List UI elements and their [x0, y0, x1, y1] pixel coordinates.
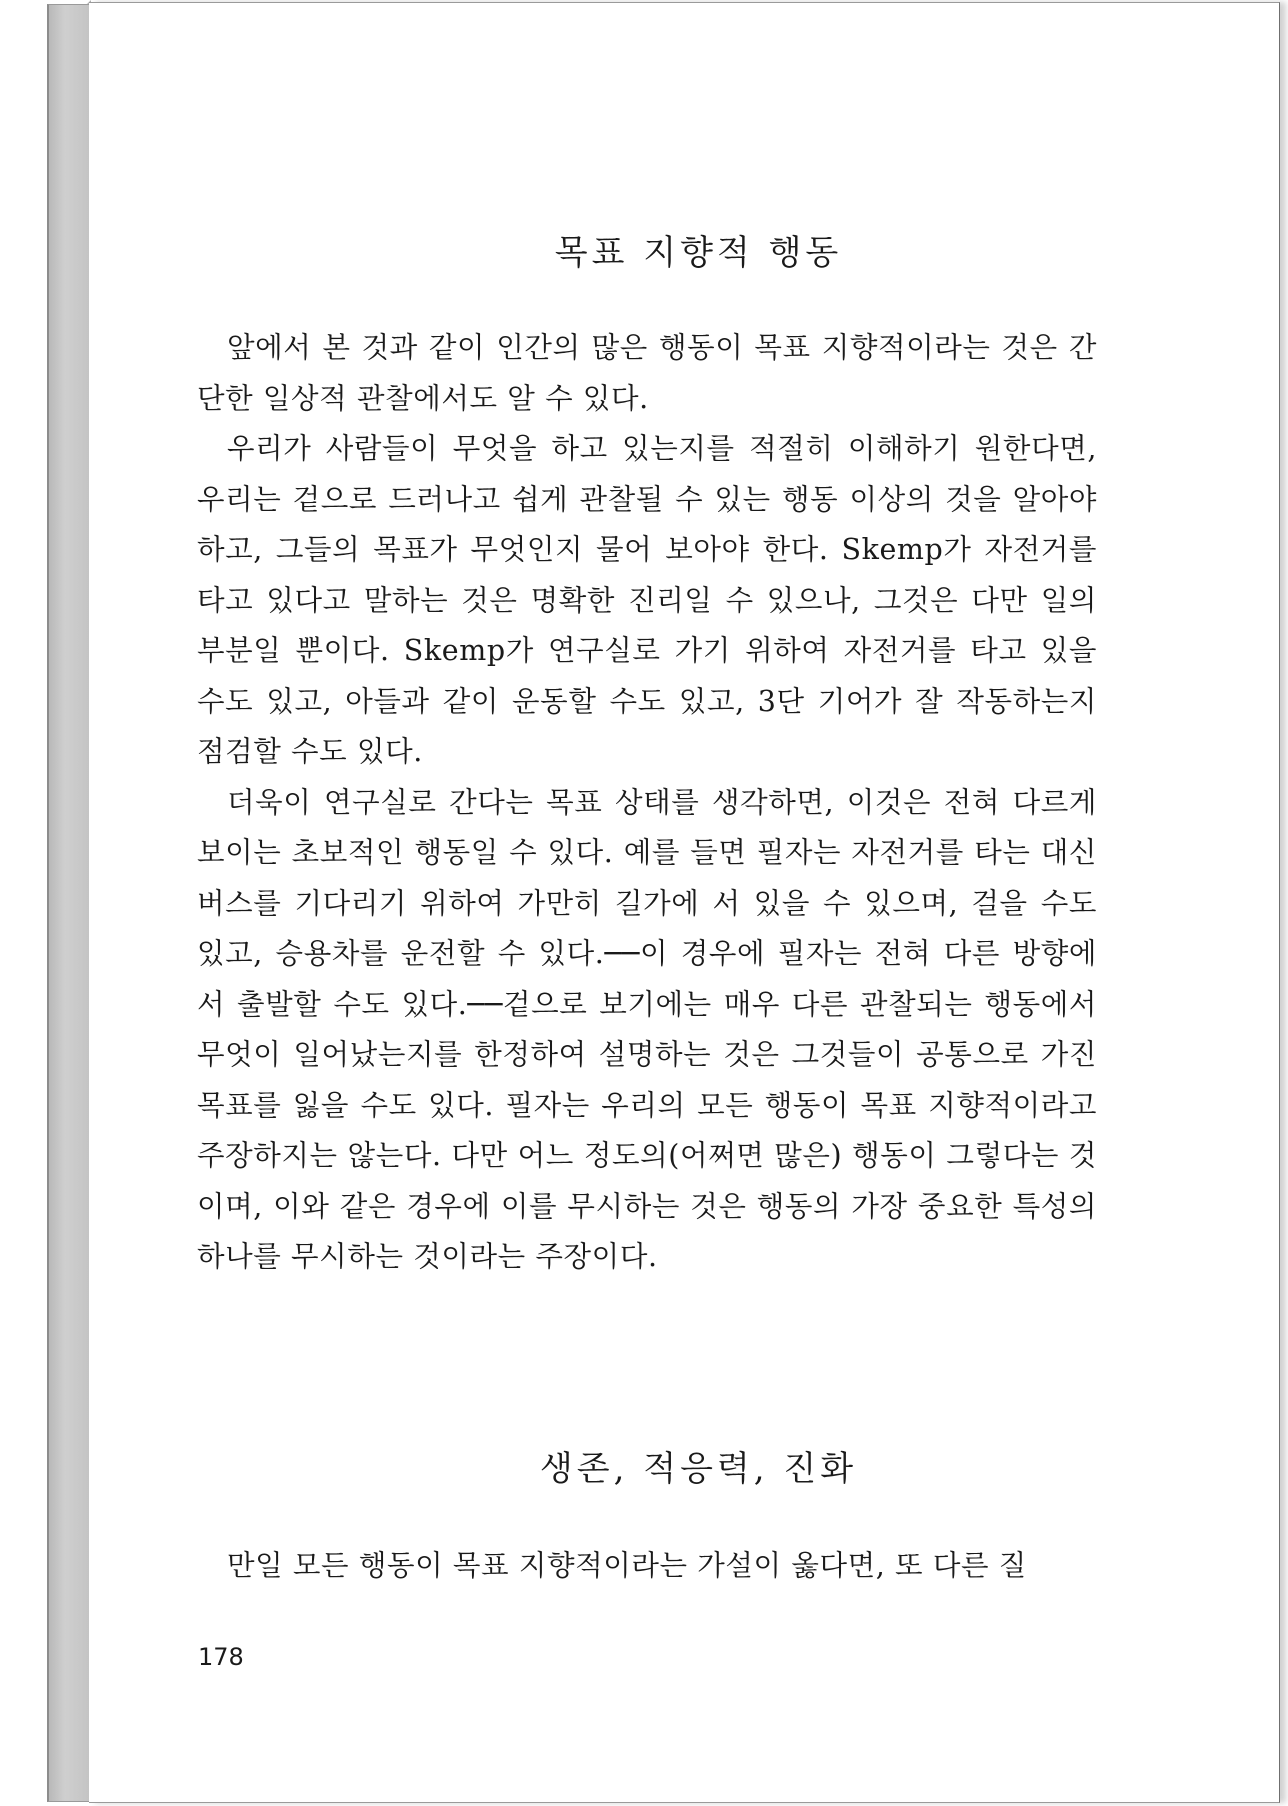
section-title-goal-directed: 목표 지향적 행동	[554, 233, 843, 273]
paragraph: 우리가 사람들이 무엇을 하고 있는지를 적절히 이해하기 원한다면, 우리는 겉으로 드러나고 쉽게 관찰될 수 있는 행동 이상의 것을 알아야 하고, 그들의 목표가 무엇인지 물어 보아야 한다. Skemp가 자전거를 타고 있다고 말하는 것은 명확한 진리일 수 있으나, 그것은 다만 일의 부분일 뿐이다. Skemp가 연구실로 가기 위하여 자전거를 타고 있을 수도 있고, 아들과 같이 운동할 수도 있고, 3단 기어가 잘 작동하는지 점검할 수도 있다.	[197, 432, 1097, 768]
book-page	[89, 2, 1280, 1803]
book-spine-edge	[47, 4, 89, 1802]
section-title-survival: 생존, 적응력, 진화	[539, 1449, 858, 1489]
section-body-survival	[197, 1541, 1097, 1592]
paragraph: 더욱이 연구실로 간다는 목표 상태를 생각하면, 이것은 전혀 다르게 보이는 초보적인 행동일 수 있다. 예를 들면 필자는 자전거를 타는 대신 버스를 기다리기 위하여 가만히 길가에 서 있을 수 있으며, 걸을 수도 있고, 승용차를 운전할 수 있다.──이 경우에 필자는 전혀 다른 방향에서 출발할 수도 있다.──겉으로 보기에는 매우 다른 관찰되는 행동에서 무엇이 일어났는지를 한정하여 설명하는 것은 그것들이 공통으로 가진 목표를 잃을 수도 있다. 필자는 우리의 모든 행동이 목표 지향적이라고 주장하지는 않는다. 다만 어느 정도의(어쩌면 많은) 행동이 그렇다는 것이며, 이와 같은 경우에 이를 무시하는 것은 행동의 가장 중요한 특성의 하나를 무시하는 것이라는 주장이다.	[197, 785, 1097, 1273]
paragraph: 앞에서 본 것과 같이 인간의 많은 행동이 목표 지향적이라는 것은 간단한 일상적 관찰에서도 알 수 있다.	[197, 331, 1097, 415]
paragraph: 만일 모든 행동이 목표 지향적이라는 가설이 옳다면, 또 다른 질	[227, 1549, 1027, 1582]
section-body-goal-directed	[197, 323, 1097, 1283]
page-content	[191, 3, 1206, 1802]
page-number: 178	[198, 1643, 244, 1671]
